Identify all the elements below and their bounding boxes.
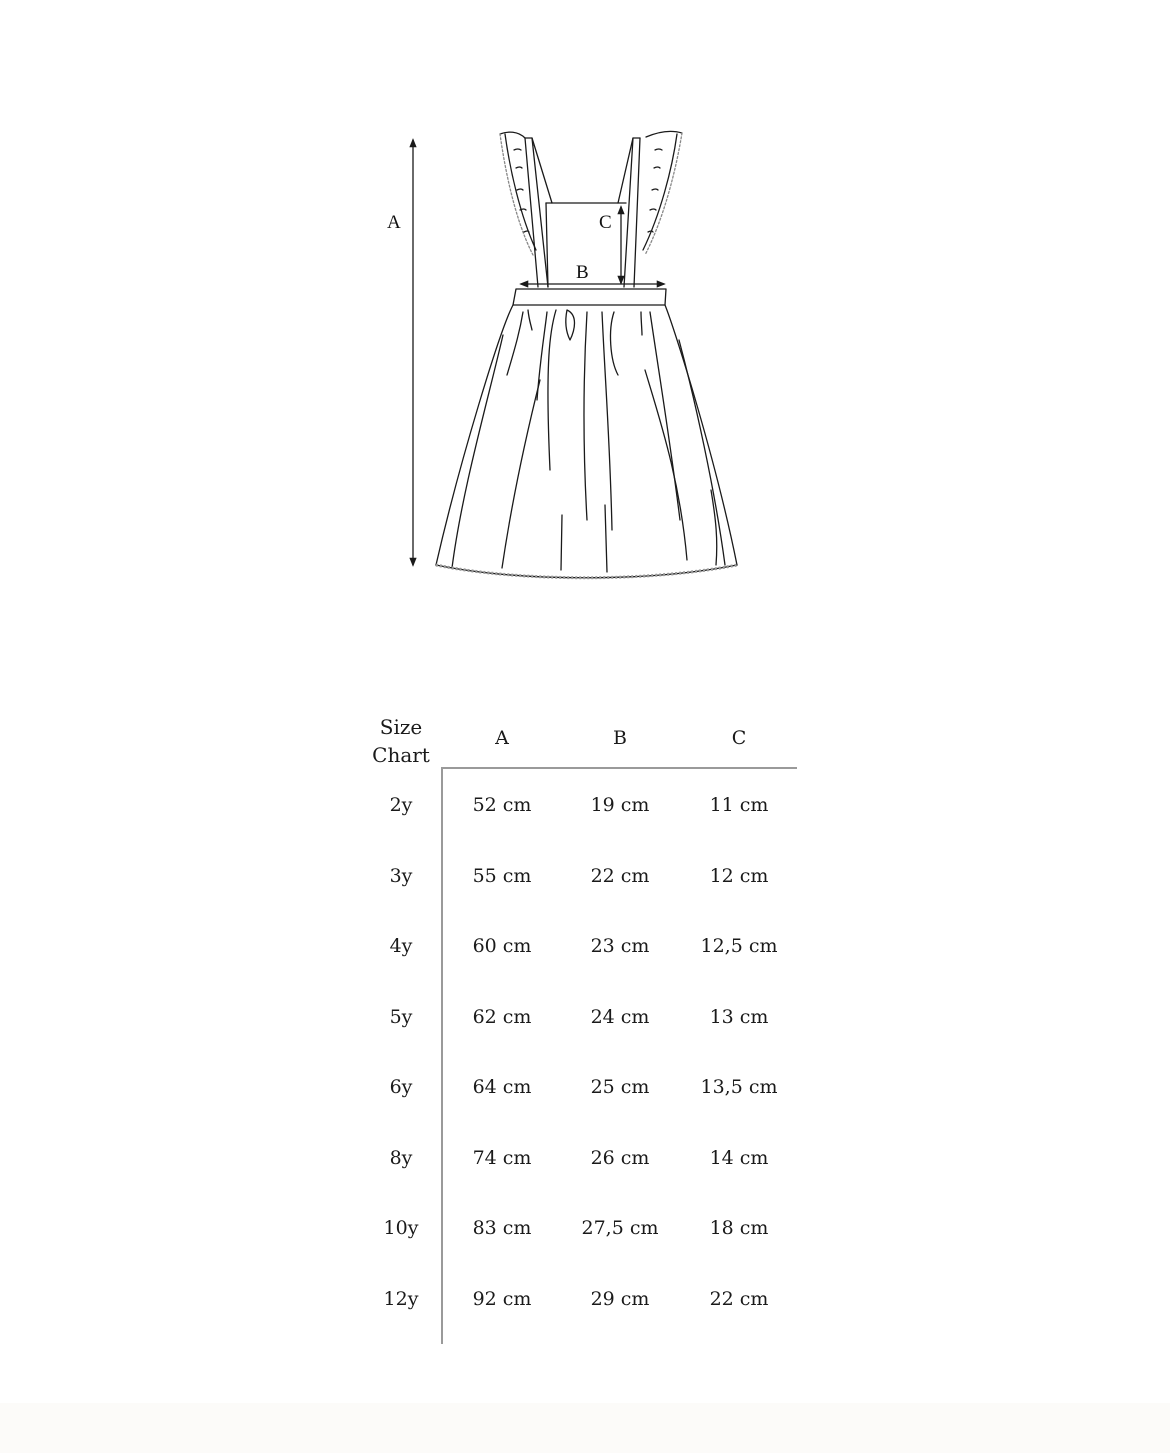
value-a: 74 cm <box>472 1147 532 1169</box>
size-label: 8y <box>389 1147 413 1169</box>
size-label: 4y <box>389 935 413 957</box>
dimension-label-c: C <box>599 212 612 233</box>
value-a: 83 cm <box>472 1217 532 1239</box>
value-a: 62 cm <box>472 1006 532 1028</box>
dress-sketch-icon <box>0 0 1170 640</box>
size-column-divider <box>441 767 443 1344</box>
dress-diagram <box>0 0 1170 640</box>
size-label: 10y <box>383 1217 419 1239</box>
size-label: 6y <box>389 1076 413 1098</box>
column-header-c: C <box>731 727 747 749</box>
column-header-a: A <box>495 727 509 749</box>
value-a: 64 cm <box>472 1076 532 1098</box>
value-c: 18 cm <box>709 1217 769 1239</box>
value-c: 12 cm <box>709 865 769 887</box>
size-label: 12y <box>383 1288 419 1310</box>
size-label: 2y <box>389 794 413 816</box>
value-c: 13,5 cm <box>700 1076 778 1098</box>
value-a: 52 cm <box>472 794 532 816</box>
value-b: 19 cm <box>590 794 650 816</box>
size-chart-title <box>360 713 442 769</box>
value-b: 29 cm <box>590 1288 650 1310</box>
value-b: 27,5 cm <box>581 1217 659 1239</box>
value-b: 22 cm <box>590 865 650 887</box>
value-c: 12,5 cm <box>700 935 778 957</box>
value-b: 25 cm <box>590 1076 650 1098</box>
value-c: 11 cm <box>709 794 769 816</box>
value-c: 22 cm <box>709 1288 769 1310</box>
size-label: 5y <box>389 1006 413 1028</box>
value-b: 26 cm <box>590 1147 650 1169</box>
dimension-label-a: A <box>387 212 401 233</box>
column-header-b: B <box>613 727 627 749</box>
title-line-2: Chart <box>372 743 430 767</box>
size-chart-table <box>360 700 810 1360</box>
size-label: 3y <box>389 865 413 887</box>
header-divider <box>442 767 797 769</box>
footer-band <box>0 1403 1170 1453</box>
value-c: 14 cm <box>709 1147 769 1169</box>
value-c: 13 cm <box>709 1006 769 1028</box>
value-a: 60 cm <box>472 935 532 957</box>
value-b: 23 cm <box>590 935 650 957</box>
title-line-1: Size <box>379 715 423 739</box>
value-a: 92 cm <box>472 1288 532 1310</box>
value-a: 55 cm <box>472 865 532 887</box>
value-b: 24 cm <box>590 1006 650 1028</box>
dimension-label-b: B <box>576 262 589 283</box>
